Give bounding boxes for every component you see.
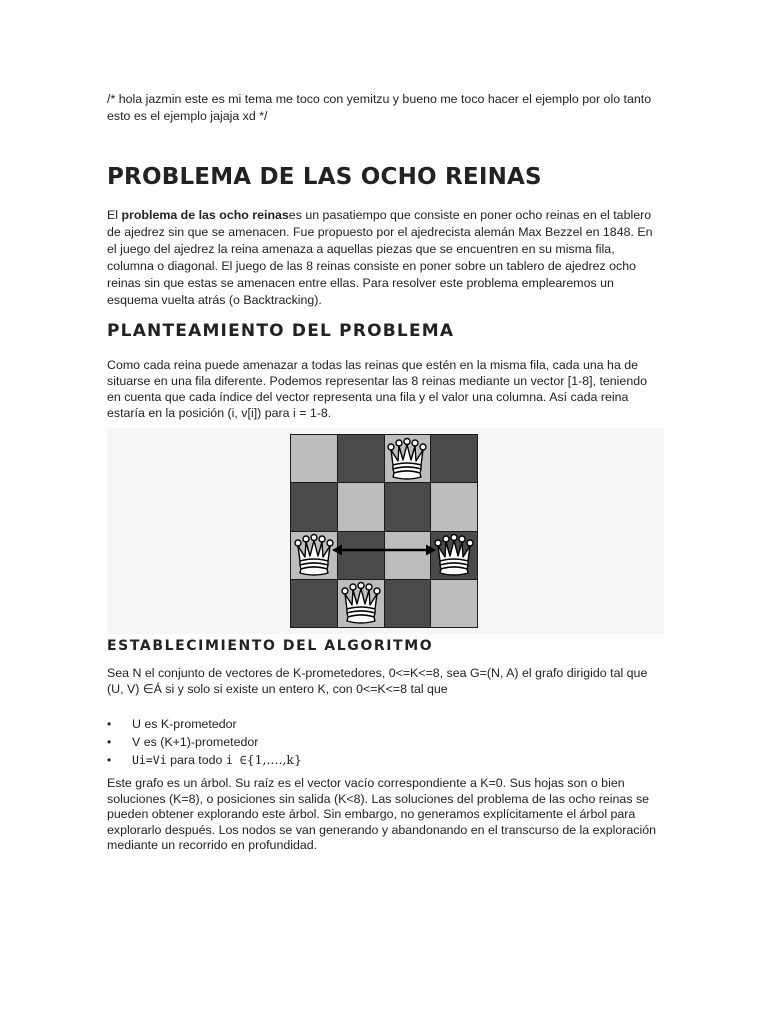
- board-square: [431, 483, 477, 530]
- formula-i-in: i ∈: [225, 753, 247, 767]
- board-square: [291, 435, 337, 482]
- board-square: [291, 483, 337, 530]
- page-title: PROBLEMA DE LAS OCHO REINAS: [107, 164, 542, 190]
- list-item: [107, 715, 302, 733]
- arbol-paragraph: Este grafo es un árbol. Su raíz es el vector vacío correspondiente a K=0. Sus hojas son o bien soluciones (K=8), o posiciones sin salida (K<8). Las soluciones del problema de las ocho reinas se pueden obtener explorando este árbol. Sin embargo, no generamos explícitamente el árbol para explorarlo después. Los nodos se van generando y abandonando en el transcurso de la exploración mediante un recorrido en profundidad.: [107, 776, 657, 852]
- intro-bold-term: problema de las ocho reinas: [121, 208, 289, 222]
- code-comment: /* hola jazmin este es mi tema me toco con yemitzu y bueno me toco hacer el ejemplo por olo tanto esto es el ejemplo jajaja xd */: [107, 92, 652, 123]
- double-arrow-icon: [332, 544, 436, 556]
- board-square: [338, 483, 384, 530]
- condition-list: [107, 715, 302, 769]
- board-square: [291, 532, 337, 579]
- intro-paragraph: [107, 207, 662, 309]
- board-square: [291, 580, 337, 627]
- list-item-text: U es K-prometedor: [132, 717, 237, 731]
- list-item: [107, 751, 302, 769]
- white-queen-icon: [434, 533, 474, 577]
- board-square: [431, 532, 477, 579]
- intro-lead: El: [107, 208, 122, 222]
- intro-rest: es un pasatiempo que consiste en poner ocho reinas en el tablero de ajedrez sin que se amenacen. Fue propuesto por el ajedrecista alemán Max Bezzel en 1848. En el juego del ajedrez la reina amenaza a aquellas piezas que se encuentren en su misma fila, columna o diagonal. El juego de las 8 reinas consiste en poner sobre un tablero de ajedrez ocho reinas sin que estas se amenacen entre ellas. Para resolver este problema emplearemos un esquema vuelta atrás (o Backtracking).: [107, 208, 653, 307]
- board-square: [385, 483, 431, 530]
- board-square: [431, 580, 477, 627]
- white-queen-icon: [387, 437, 427, 481]
- section-heading-planteamiento: PLANTEAMIENTO DEL PROBLEMA: [107, 321, 455, 341]
- list-item: [107, 733, 302, 751]
- board-square: [385, 435, 431, 482]
- formula-ui-vi: Ui=Vi: [132, 753, 167, 767]
- white-queen-icon: [341, 581, 381, 625]
- algoritmo-paragraph: Sea N el conjunto de vectores de K-prometedores, 0<=K<=8, sea G=(N, A) el grafo dirigido tal que (U, V) ∈Á si y solo si existe un entero K, con 0<=K<=8 tal que: [107, 666, 648, 696]
- section-heading-algoritmo: ESTABLECIMIENTO DEL ALGORITMO: [107, 638, 434, 654]
- planteamiento-paragraph: Como cada reina puede amenazar a todas las reinas que estén en la misma fila, cada una ha de situarse en una fila diferente. Podemos representar las 8 reinas mediante un vector [1-8], teniendo en cuenta que cada índice del vector representa una fila y el valor una columna. Así cada reina estaría en la posición (i, v[i]) para i = 1-8.: [107, 358, 647, 420]
- formula-set: {1,....,k}: [246, 752, 302, 767]
- chess-board-diagram: [290, 434, 478, 628]
- board-square: [338, 435, 384, 482]
- board-square: [338, 580, 384, 627]
- board-square: [385, 580, 431, 627]
- list-item-text: para todo: [166, 753, 226, 767]
- board-square: [431, 435, 477, 482]
- list-item-text: V es (K+1)-prometedor: [132, 735, 259, 749]
- white-queen-icon: [294, 533, 334, 577]
